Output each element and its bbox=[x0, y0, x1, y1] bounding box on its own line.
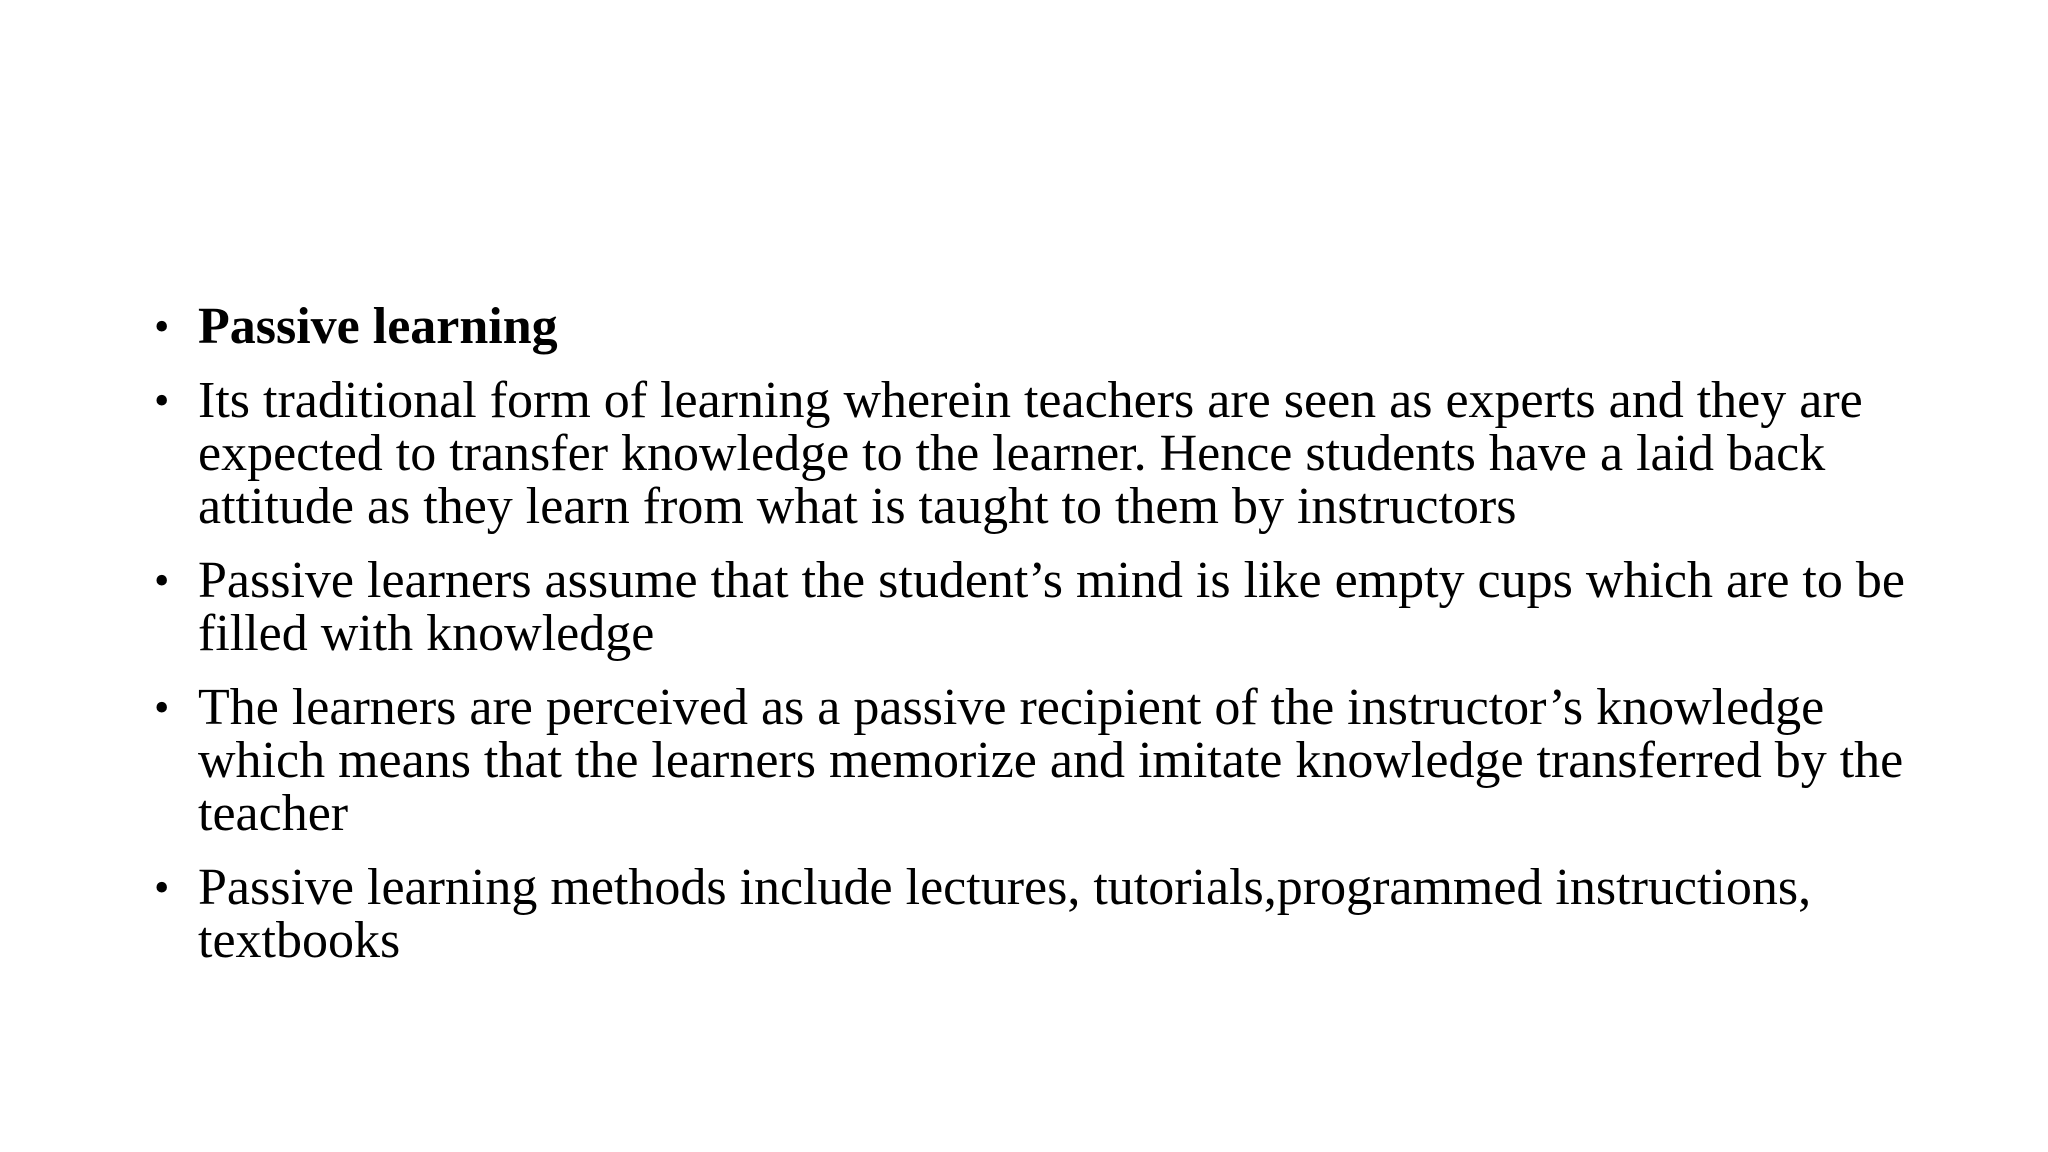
bullet-icon: • bbox=[154, 683, 170, 732]
bullet-text: Passive learning methods include lectures, tutorials,programmed instructions, textbooks bbox=[198, 859, 1812, 969]
slide-body bbox=[150, 300, 1930, 988]
bullet-icon: • bbox=[154, 863, 170, 912]
bullet-item bbox=[150, 681, 1930, 840]
bullet-item-heading bbox=[150, 300, 1930, 353]
bullet-text: Its traditional form of learning wherein teachers are seen as experts and they are expected to transfer knowledge to the learner. Hence students have a laid back attitude as they learn from what is taught to them by instructors bbox=[198, 372, 1863, 535]
bullet-item bbox=[150, 554, 1930, 660]
bullet-list bbox=[150, 300, 1930, 967]
bullet-text: Passive learning bbox=[198, 298, 558, 355]
bullet-text: Passive learners assume that the student’s mind is like empty cups which are to be filled with knowledge bbox=[198, 552, 1905, 662]
bullet-item bbox=[150, 861, 1930, 967]
bullet-text: The learners are perceived as a passive recipient of the instructor’s knowledge which means that the learners memorize and imitate knowledge transferred by the teacher bbox=[198, 679, 1904, 842]
bullet-item bbox=[150, 374, 1930, 533]
bullet-icon: • bbox=[154, 376, 170, 425]
bullet-icon: • bbox=[154, 556, 170, 605]
bullet-icon: • bbox=[154, 302, 170, 351]
